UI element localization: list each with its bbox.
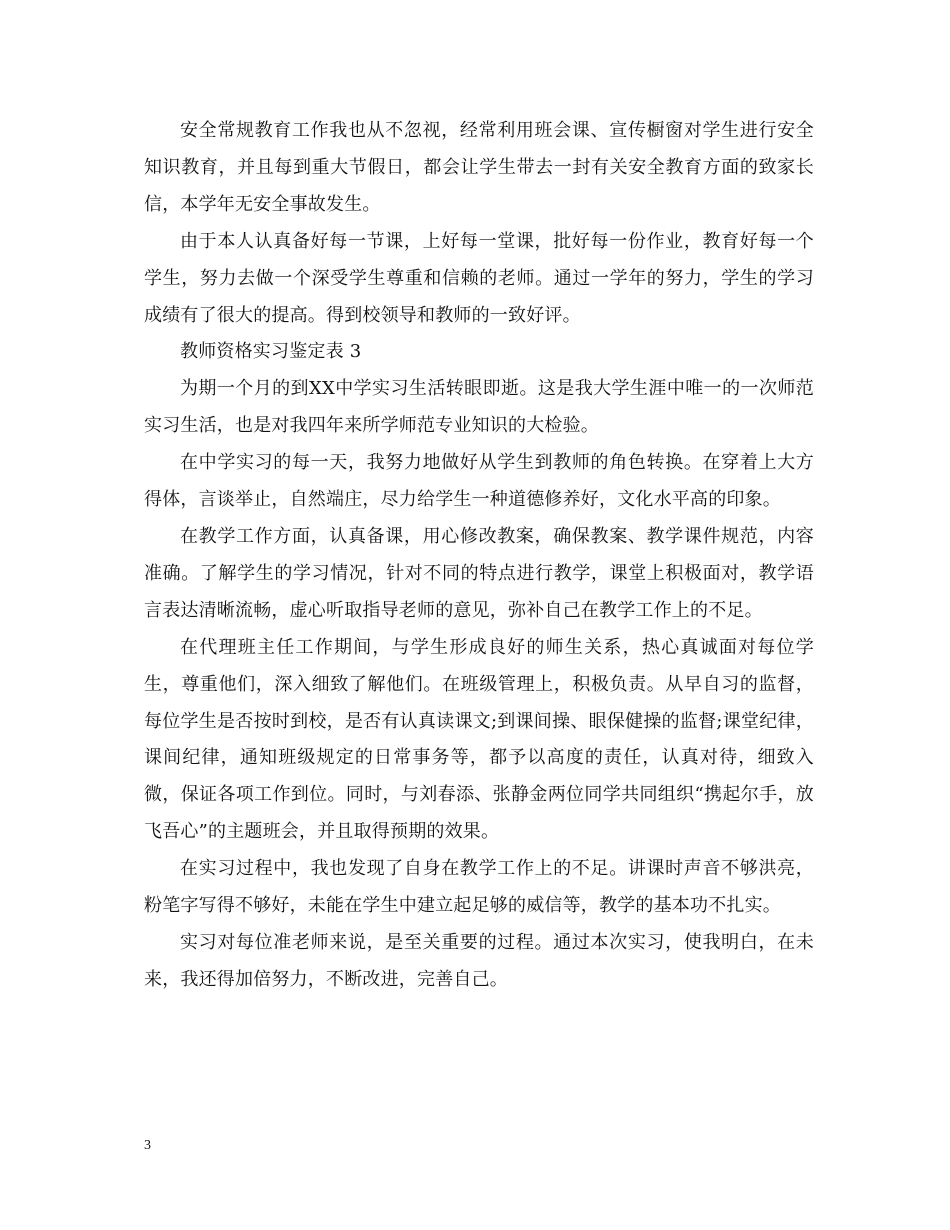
paragraph-teaching-results: 由于本人认真备好每一节课，上好每一堂课，批好每一份作业，教育好每一个学生，努力去做一个深受学生尊重和信赖的老师。通过一学年的努力，学生的学习成绩有了很大的提高。得到校领导和教师的一致好评。 (144, 230, 814, 326)
document-body (144, 113, 814, 999)
paragraph-shortcomings: 在实习过程中，我也发现了自身在教学工作上的不足。讲课时声音不够洪亮，粉笔字写得不够好，未能在学生中建立起足够的威信等，教学的基本功不扎实。 (144, 858, 814, 917)
paragraph-conclusion: 实习对每位准老师来说，是至关重要的过程。通过本次实习，使我明白，在未来，我还得加倍努力，不断改进，完善自己。 (144, 931, 814, 990)
paragraph-internship-intro: 为期一个月的到XX中学实习生活转眼即逝。这是我大学生涯中唯一的一次师范实习生活，也是对我四年来所学师范专业知识的大检验。 (144, 378, 814, 437)
paragraph-safety-education: 安全常规教育工作我也从不忽视，经常利用班会课、宣传橱窗对学生进行安全知识教育，并且每到重大节假日，都会让学生带去一封有关安全教育方面的致家长信，本学年无安全事故发生。 (144, 120, 814, 215)
paragraph-teaching-work: 在教学工作方面，认真备课，用心修改教案，确保教案、教学课件规范，内容准确。了解学生的学习情况，针对不同的特点进行教学，课堂上积极面对，教学语言表达清晰流畅，虚心听取指导老师的意见，弥补自己在教学工作上的不足。 (144, 525, 814, 621)
paragraph-role-transition: 在中学实习的每一天，我努力地做好从学生到教师的角色转换。在穿着上大方得体，言谈举止，自然端庄，尽力给学生一种道德修养好，文化水平高的印象。 (144, 452, 814, 511)
section-heading: 教师资格实习鉴定表 3 (180, 341, 362, 363)
page-number: 3 (144, 1138, 151, 1153)
paragraph-class-teacher-work: 在代理班主任工作期间，与学生形成良好的师生关系，热心真诚面对每位学生，尊重他们，深入细致了解他们。在班级管理上，积极负责。从早自习的监督，每位学生是否按时到校，是否有认真读课文;到课间操、眼保健操的监督;课堂纪律，课间纪律，通知班级规定的日常事务等，都予以高度的责任，认真对待，细致入微，保证各项工作到位。同时，与刘春添、张静金两位同学共同组织“携起尔手，放飞吾心”的主题班会，并且取得预期的效果。 (144, 636, 814, 843)
